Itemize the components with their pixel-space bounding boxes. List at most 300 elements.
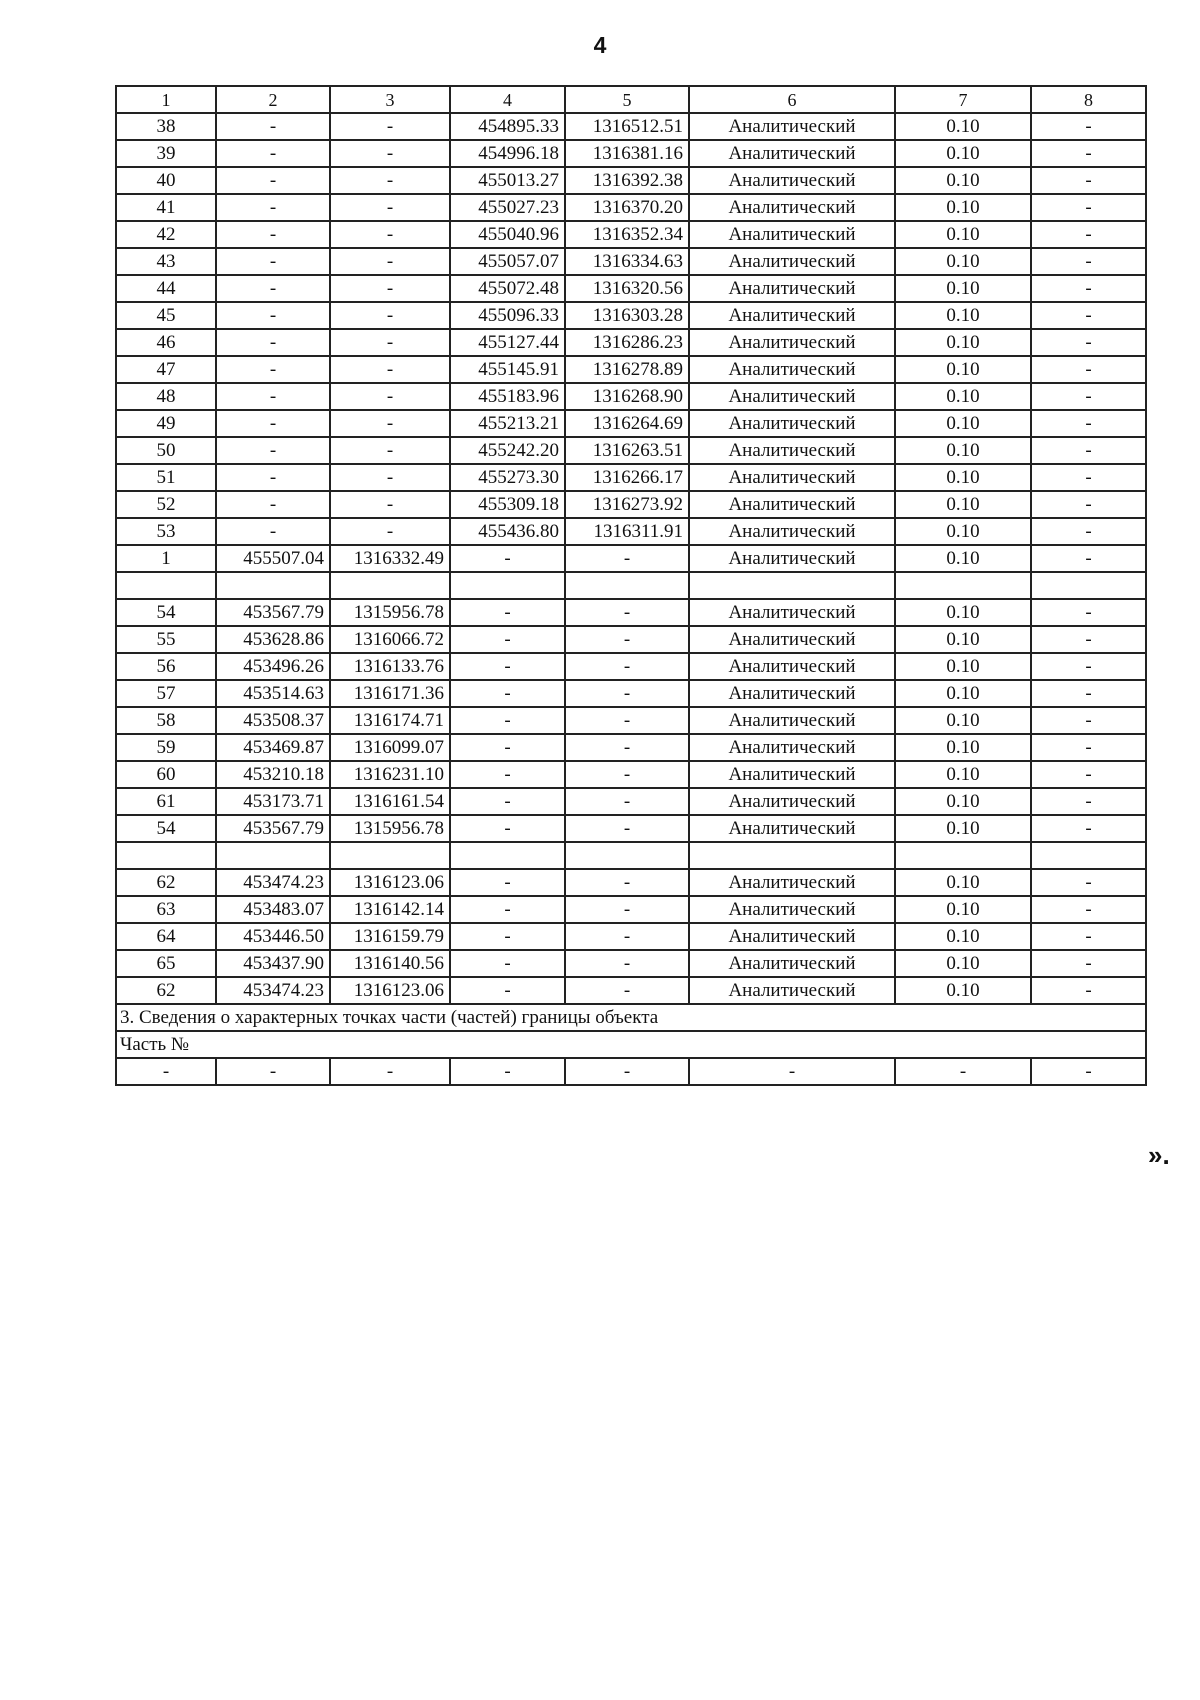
table-cell: 55 (116, 626, 216, 653)
table-cell: 0.10 (895, 815, 1031, 842)
table-cell: Аналитический (689, 923, 895, 950)
table-cell: 0.10 (895, 734, 1031, 761)
table-cell: 53 (116, 518, 216, 545)
table-cell: 1316159.79 (330, 923, 450, 950)
table-cell: 59 (116, 734, 216, 761)
table-cell: Аналитический (689, 518, 895, 545)
table-cell: 1316266.17 (565, 464, 689, 491)
table-cell: - (1031, 302, 1146, 329)
table-cell: - (565, 815, 689, 842)
closing-quote-mark: ». (1148, 1140, 1170, 1170)
table-cell: 61 (116, 788, 216, 815)
column-header: 6 (689, 86, 895, 113)
table-cell: - (216, 275, 330, 302)
table-cell: - (216, 518, 330, 545)
table-cell: - (1031, 518, 1146, 545)
table-cell: 1316332.49 (330, 545, 450, 572)
table-cell: 0.10 (895, 437, 1031, 464)
table-cell: 1 (116, 545, 216, 572)
table-cell: Аналитический (689, 221, 895, 248)
table-cell: - (1031, 896, 1146, 923)
table-cell: - (216, 248, 330, 275)
table-cell: 47 (116, 356, 216, 383)
table-cell: Аналитический (689, 761, 895, 788)
table-cell: 1315956.78 (330, 599, 450, 626)
table-cell: 454895.33 (450, 113, 565, 140)
table-row (116, 275, 1146, 302)
table-cell: - (1031, 491, 1146, 518)
table-cell: - (330, 437, 450, 464)
table-cell: - (1031, 383, 1146, 410)
table-cell: 0.10 (895, 221, 1031, 248)
table-cell (330, 572, 450, 599)
table-cell: 455096.33 (450, 302, 565, 329)
table-cell: - (565, 896, 689, 923)
table-cell: - (565, 1058, 689, 1085)
table-cell: 1316123.06 (330, 869, 450, 896)
table-cell: 455127.44 (450, 329, 565, 356)
table-cell: - (216, 464, 330, 491)
page-number: 4 (593, 32, 607, 58)
table-cell: - (1031, 113, 1146, 140)
table-cell: - (895, 1058, 1031, 1085)
table-cell: 1316273.92 (565, 491, 689, 518)
table-cell: 455040.96 (450, 221, 565, 248)
table-row (116, 140, 1146, 167)
table-cell: 453567.79 (216, 815, 330, 842)
table-cell: 41 (116, 194, 216, 221)
table-cell: 0.10 (895, 707, 1031, 734)
table-cell: 0.10 (895, 356, 1031, 383)
table-cell: - (216, 221, 330, 248)
table-cell: 1316352.34 (565, 221, 689, 248)
table-cell: - (330, 140, 450, 167)
table-cell: 1315956.78 (330, 815, 450, 842)
table-cell: - (1031, 329, 1146, 356)
table-cell: 54 (116, 599, 216, 626)
table-cell: - (450, 680, 565, 707)
table-row (116, 950, 1146, 977)
table-cell: 0.10 (895, 518, 1031, 545)
table-row (116, 113, 1146, 140)
table-cell: 63 (116, 896, 216, 923)
table-cell: 0.10 (895, 977, 1031, 1004)
column-header: 4 (450, 86, 565, 113)
table-cell: 62 (116, 977, 216, 1004)
table-cell: - (1031, 248, 1146, 275)
column-header: 5 (565, 86, 689, 113)
table-row (116, 653, 1146, 680)
table-cell: - (1031, 356, 1146, 383)
table-cell: 49 (116, 410, 216, 437)
table-cell: 0.10 (895, 464, 1031, 491)
table-cell: 1316303.28 (565, 302, 689, 329)
table-cell: - (565, 680, 689, 707)
table-cell: 48 (116, 383, 216, 410)
table-cell: 0.10 (895, 599, 1031, 626)
table-cell: 0.10 (895, 788, 1031, 815)
table-cell: - (689, 1058, 895, 1085)
table-cell: - (216, 194, 330, 221)
table-row (116, 761, 1146, 788)
table-cell: 453514.63 (216, 680, 330, 707)
section-title: 3. Сведения о характерных точках части (частей) границы объекта (116, 1004, 1146, 1031)
table-cell: - (450, 626, 565, 653)
column-number-row (116, 86, 1146, 113)
table-cell: - (216, 140, 330, 167)
table-cell: Аналитический (689, 815, 895, 842)
table-cell: - (1031, 707, 1146, 734)
table-cell: 39 (116, 140, 216, 167)
table-row (116, 491, 1146, 518)
table-cell: Аналитический (689, 356, 895, 383)
table-cell: 1316320.56 (565, 275, 689, 302)
table-cell: Аналитический (689, 329, 895, 356)
table-cell: - (1031, 680, 1146, 707)
table-cell: Аналитический (689, 896, 895, 923)
table-cell: - (565, 788, 689, 815)
table-cell: 453469.87 (216, 734, 330, 761)
table-row (116, 437, 1146, 464)
table-cell: Аналитический (689, 950, 895, 977)
table-cell: 1316263.51 (565, 437, 689, 464)
table-cell: Аналитический (689, 113, 895, 140)
table-cell (895, 842, 1031, 869)
table-cell: 453474.23 (216, 977, 330, 1004)
table-cell: 0.10 (895, 194, 1031, 221)
table-cell: - (450, 734, 565, 761)
table-cell: 1316286.23 (565, 329, 689, 356)
table-cell: - (450, 923, 565, 950)
column-header: 8 (1031, 86, 1146, 113)
table-cell: - (1031, 437, 1146, 464)
table-cell: - (450, 815, 565, 842)
table-cell: - (1031, 950, 1146, 977)
column-header: 3 (330, 86, 450, 113)
table-cell: 43 (116, 248, 216, 275)
table-cell: - (450, 950, 565, 977)
table-cell: 455309.18 (450, 491, 565, 518)
table-cell: - (1031, 869, 1146, 896)
table-cell: - (450, 653, 565, 680)
table-cell: 0.10 (895, 167, 1031, 194)
table-cell: - (1031, 788, 1146, 815)
table-row (116, 329, 1146, 356)
table-cell: 0.10 (895, 950, 1031, 977)
table-cell: - (565, 977, 689, 1004)
table-cell: - (1031, 275, 1146, 302)
section-title-row (116, 1004, 1146, 1031)
table-cell: - (1031, 977, 1146, 1004)
table-cell: - (330, 356, 450, 383)
table-cell: 455072.48 (450, 275, 565, 302)
table-cell: Аналитический (689, 545, 895, 572)
table-cell: - (216, 113, 330, 140)
table-cell: Аналитический (689, 410, 895, 437)
table-cell: - (565, 707, 689, 734)
table-cell: 1316066.72 (330, 626, 450, 653)
table-cell: - (565, 545, 689, 572)
table-cell: 1316512.51 (565, 113, 689, 140)
table-cell: 1316231.10 (330, 761, 450, 788)
table-cell: 1316174.71 (330, 707, 450, 734)
table-cell: 0.10 (895, 869, 1031, 896)
table-cell (895, 572, 1031, 599)
part-label-row (116, 1031, 1146, 1058)
coordinates-table (115, 85, 1147, 1086)
table-cell: 455273.30 (450, 464, 565, 491)
table-cell: 1316099.07 (330, 734, 450, 761)
table-cell: Аналитический (689, 140, 895, 167)
table-cell: - (450, 869, 565, 896)
table-cell (116, 842, 216, 869)
table-cell: 1316133.76 (330, 653, 450, 680)
table-cell (450, 572, 565, 599)
table-cell: - (330, 194, 450, 221)
table-cell: 1316140.56 (330, 950, 450, 977)
table-cell: Аналитический (689, 248, 895, 275)
table-cell: - (216, 329, 330, 356)
table-cell: - (216, 410, 330, 437)
table-cell: 1316123.06 (330, 977, 450, 1004)
table-cell: Аналитический (689, 167, 895, 194)
table-cell: 0.10 (895, 680, 1031, 707)
table-cell: 0.10 (895, 302, 1031, 329)
table-cell: 44 (116, 275, 216, 302)
table-cell: 0.10 (895, 761, 1031, 788)
table-cell: - (330, 1058, 450, 1085)
table-cell: - (450, 707, 565, 734)
table-cell: - (450, 896, 565, 923)
table-cell: Аналитический (689, 491, 895, 518)
table-cell: Аналитический (689, 194, 895, 221)
table-cell: - (216, 302, 330, 329)
table-cell: 1316264.69 (565, 410, 689, 437)
table-cell: - (216, 383, 330, 410)
table-row (116, 896, 1146, 923)
coordinates-table-container (115, 85, 1147, 1086)
table-cell (1031, 842, 1146, 869)
table-cell: - (565, 869, 689, 896)
table-cell: - (330, 248, 450, 275)
table-cell: 0.10 (895, 491, 1031, 518)
table-cell: 62 (116, 869, 216, 896)
table-cell: - (565, 923, 689, 950)
table-cell: - (330, 464, 450, 491)
table-cell: 1316392.38 (565, 167, 689, 194)
table-cell: - (1031, 923, 1146, 950)
table-row (116, 167, 1146, 194)
table-row (116, 194, 1146, 221)
table-cell (116, 572, 216, 599)
table-cell: 455436.80 (450, 518, 565, 545)
table-row (116, 977, 1146, 1004)
table-cell (216, 842, 330, 869)
table-cell: 455027.23 (450, 194, 565, 221)
column-header: 2 (216, 86, 330, 113)
table-cell: - (330, 167, 450, 194)
table-cell: 453567.79 (216, 599, 330, 626)
table-cell: Аналитический (689, 734, 895, 761)
table-cell: 1316278.89 (565, 356, 689, 383)
table-cell: - (565, 734, 689, 761)
table-cell: - (450, 545, 565, 572)
table-cell: - (1031, 734, 1146, 761)
table-cell: - (330, 518, 450, 545)
table-row (116, 626, 1146, 653)
table-cell: 453628.86 (216, 626, 330, 653)
table-cell: - (1031, 761, 1146, 788)
table-row (116, 1058, 1146, 1085)
table-cell: 453496.26 (216, 653, 330, 680)
table-cell: 455507.04 (216, 545, 330, 572)
table-cell: Аналитический (689, 680, 895, 707)
table-cell: 56 (116, 653, 216, 680)
table-cell: - (565, 950, 689, 977)
table-cell: Аналитический (689, 626, 895, 653)
table-separator-row (116, 842, 1146, 869)
table-row (116, 599, 1146, 626)
table-cell: 1316142.14 (330, 896, 450, 923)
table-row (116, 383, 1146, 410)
table-cell: 38 (116, 113, 216, 140)
table-cell: 453173.71 (216, 788, 330, 815)
table-cell: 0.10 (895, 410, 1031, 437)
table-cell: Аналитический (689, 599, 895, 626)
table-cell: 0.10 (895, 113, 1031, 140)
coordinates-table-body (116, 86, 1146, 1085)
table-cell: - (1031, 410, 1146, 437)
table-cell: 1316268.90 (565, 383, 689, 410)
table-cell: 0.10 (895, 383, 1031, 410)
table-cell: - (565, 626, 689, 653)
table-row (116, 464, 1146, 491)
table-row (116, 356, 1146, 383)
table-cell: - (216, 491, 330, 518)
table-cell: - (330, 302, 450, 329)
table-separator-row (116, 572, 1146, 599)
table-cell: 0.10 (895, 248, 1031, 275)
table-cell: 0.10 (895, 140, 1031, 167)
table-row (116, 923, 1146, 950)
table-cell: Аналитический (689, 302, 895, 329)
table-cell: 1316161.54 (330, 788, 450, 815)
table-cell: 0.10 (895, 653, 1031, 680)
table-cell: 454996.18 (450, 140, 565, 167)
table-cell: - (450, 1058, 565, 1085)
table-cell (565, 842, 689, 869)
table-cell: Аналитический (689, 869, 895, 896)
table-cell: 455213.21 (450, 410, 565, 437)
table-cell: 0.10 (895, 923, 1031, 950)
table-cell: 1316381.16 (565, 140, 689, 167)
table-cell: 64 (116, 923, 216, 950)
table-cell: - (330, 221, 450, 248)
table-cell: Аналитический (689, 437, 895, 464)
table-cell: - (116, 1058, 216, 1085)
table-cell: 453210.18 (216, 761, 330, 788)
table-cell: - (216, 437, 330, 464)
table-cell: 453483.07 (216, 896, 330, 923)
table-cell: 54 (116, 815, 216, 842)
table-cell (216, 572, 330, 599)
table-cell: - (216, 356, 330, 383)
table-row (116, 707, 1146, 734)
table-cell (689, 842, 895, 869)
column-header: 7 (895, 86, 1031, 113)
table-cell: - (330, 329, 450, 356)
table-row (116, 734, 1146, 761)
table-cell: 52 (116, 491, 216, 518)
table-cell: 453474.23 (216, 869, 330, 896)
table-row (116, 869, 1146, 896)
table-cell: 455183.96 (450, 383, 565, 410)
table-row (116, 788, 1146, 815)
table-cell: 0.10 (895, 329, 1031, 356)
table-cell: 40 (116, 167, 216, 194)
table-row (116, 680, 1146, 707)
table-cell: - (450, 599, 565, 626)
table-cell: 1316311.91 (565, 518, 689, 545)
table-cell: - (330, 383, 450, 410)
table-cell: - (1031, 545, 1146, 572)
table-cell: 45 (116, 302, 216, 329)
table-cell: - (450, 788, 565, 815)
table-cell: - (1031, 815, 1146, 842)
table-cell: - (1031, 653, 1146, 680)
table-cell: - (216, 1058, 330, 1085)
table-cell (565, 572, 689, 599)
table-cell (450, 842, 565, 869)
table-cell: 65 (116, 950, 216, 977)
table-cell: - (330, 275, 450, 302)
table-cell: 1316334.63 (565, 248, 689, 275)
table-row (116, 410, 1146, 437)
table-cell: - (450, 761, 565, 788)
table-cell: 0.10 (895, 896, 1031, 923)
column-header: 1 (116, 86, 216, 113)
table-row (116, 302, 1146, 329)
table-cell: 1316171.36 (330, 680, 450, 707)
table-cell: 455057.07 (450, 248, 565, 275)
table-cell: Аналитический (689, 653, 895, 680)
table-cell: Аналитический (689, 383, 895, 410)
part-label: Часть № (116, 1031, 1146, 1058)
table-cell: - (216, 167, 330, 194)
table-cell: 1316370.20 (565, 194, 689, 221)
table-cell: 453446.50 (216, 923, 330, 950)
table-cell: - (1031, 626, 1146, 653)
table-cell: Аналитический (689, 788, 895, 815)
table-cell: 455013.27 (450, 167, 565, 194)
table-cell: 50 (116, 437, 216, 464)
table-cell: 42 (116, 221, 216, 248)
table-cell: 58 (116, 707, 216, 734)
table-cell: - (330, 113, 450, 140)
table-cell: Аналитический (689, 977, 895, 1004)
table-cell: 453437.90 (216, 950, 330, 977)
table-cell: - (1031, 140, 1146, 167)
table-cell: - (1031, 599, 1146, 626)
table-cell: 453508.37 (216, 707, 330, 734)
table-cell: 57 (116, 680, 216, 707)
table-cell: - (1031, 194, 1146, 221)
table-cell (1031, 572, 1146, 599)
table-cell: - (330, 410, 450, 437)
table-cell: - (1031, 167, 1146, 194)
table-cell: Аналитический (689, 275, 895, 302)
table-cell: - (565, 653, 689, 680)
